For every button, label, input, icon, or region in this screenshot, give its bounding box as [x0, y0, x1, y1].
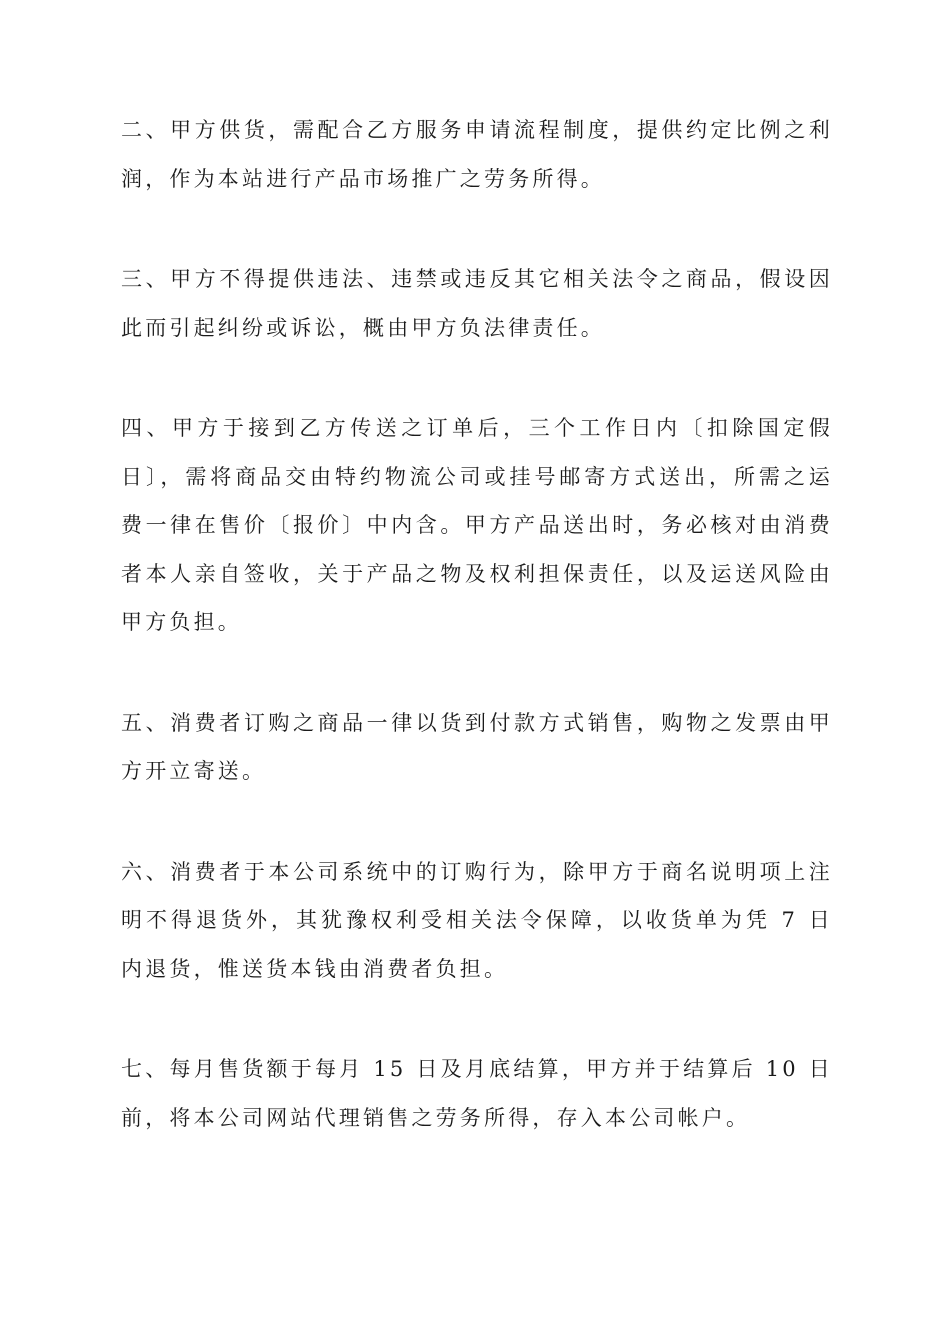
contract-clauses	[121, 106, 833, 1142]
clause-5: 五、消费者订购之商品一律以货到付款方式销售，购物之发票由甲方开立寄送。	[121, 710, 833, 783]
clause-4: 四、甲方于接到乙方传送之订单后，三个工作日内〔扣除国定假日〕，需将商品交由特约物流公司或挂号邮寄方式送出，所需之运费一律在售价〔报价〕中内含。甲方产品送出时，务必核对由消费者本人亲自签收，关于产品之物及权利担保责任，以及运送风险由甲方负担。	[121, 416, 833, 634]
clause-2: 二、甲方供货，需配合乙方服务申请流程制度，提供约定比例之利润，作为本站进行产品市场推广之劳务所得。	[121, 118, 833, 191]
clause-7: 七、每月售货额于每月 15 日及月底结算，甲方并于结算后 10 日前，将本公司网站代理销售之劳务所得，存入本公司帐户。	[121, 1057, 833, 1130]
clause-6: 六、消费者于本公司系统中的订购行为，除甲方于商名说明项上注明不得退货外，其犹豫权利受相关法令保障，以收货单为凭 7 日内退货，惟送货本钱由消费者负担。	[121, 859, 833, 981]
clause-3: 三、甲方不得提供违法、违禁或违反其它相关法令之商品，假设因此而引起纠纷或诉讼，概由甲方负法律责任。	[121, 267, 833, 340]
